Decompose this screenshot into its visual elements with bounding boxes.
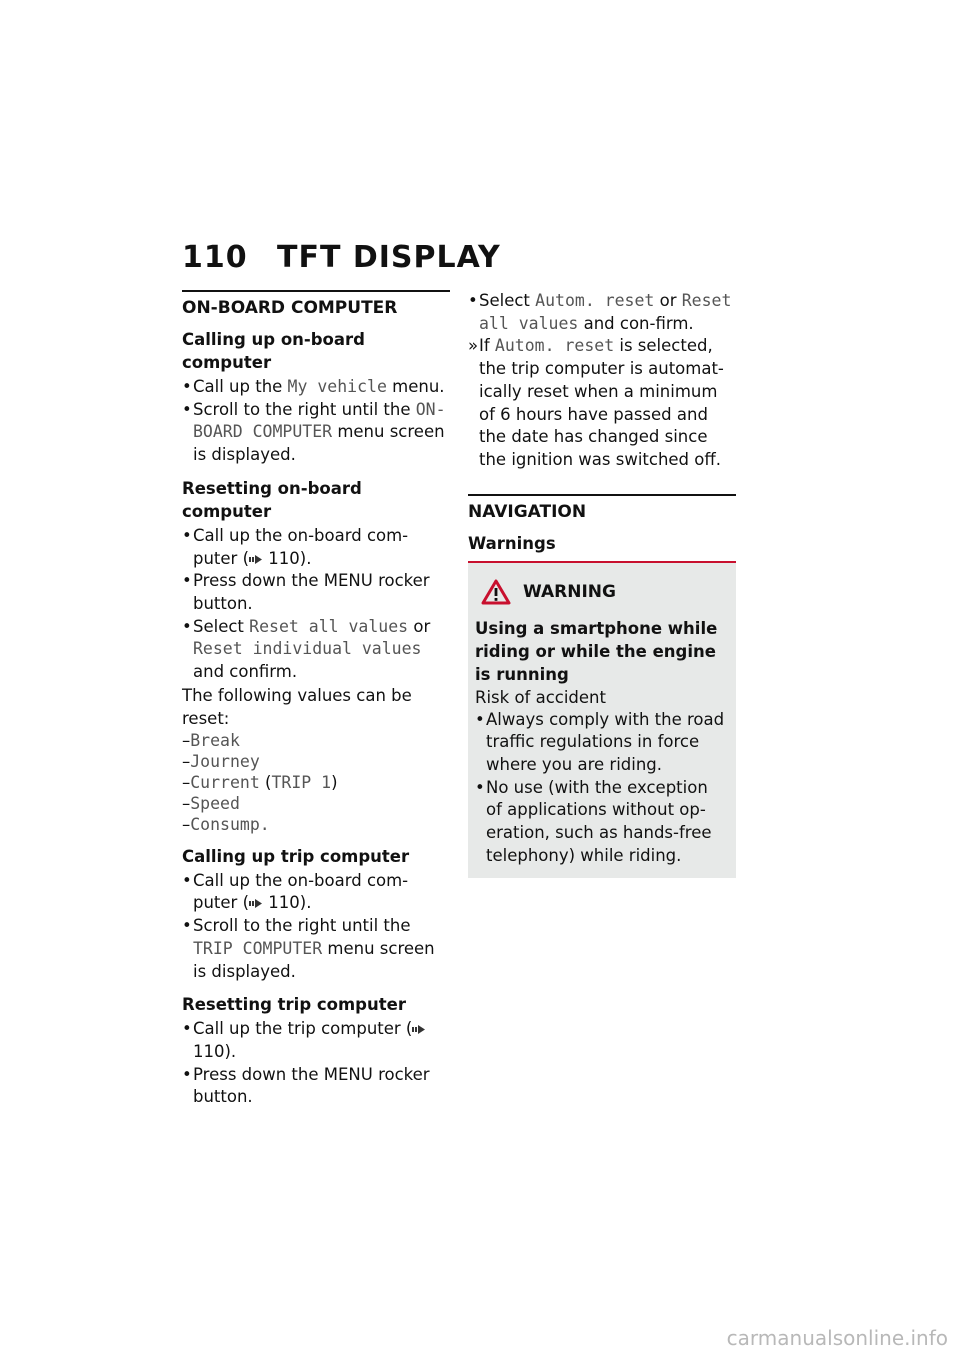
warning-item: • No use (with the exception of applications without op-eration, such as hands-free telephony) while riding. [475, 777, 712, 865]
page-header [182, 240, 501, 275]
page-title: TFT DISPLAY [277, 240, 501, 275]
value-item-speed: –Speed [182, 793, 240, 813]
value-item-journey: –Journey [182, 751, 260, 771]
warning-risk: Risk of accident [475, 687, 606, 707]
warning-heading: Using a smartphone while riding or while the engine is running [475, 618, 718, 684]
values-intro: The following values can be reset: [182, 685, 412, 728]
subheading-warnings: Warnings [468, 533, 556, 553]
page-reference-arrow-icon [249, 898, 263, 909]
section-title-navigation: NAVIGATION [468, 501, 587, 522]
list-item: • Call up the My vehicle menu. [182, 377, 445, 396]
list-item: • Call up the trip computer ( 110). [182, 1018, 450, 1063]
list-item: • Press down the MENU rocker button. [182, 571, 430, 613]
subheading-reset-onboard: Resetting on-board computer [182, 478, 362, 521]
list-item: • Press down the MENU rocker button. [182, 1064, 430, 1107]
warning-label: WARNING [523, 581, 616, 602]
list-item: • Scroll to the right until the ON-BOARD COMPUTER menu screen is displayed. [182, 399, 446, 465]
list-item: • Select Autom. reset or Reset all values and con-firm. [468, 291, 732, 333]
watermark: carmanualsonline.info [726, 1326, 948, 1350]
list-item: • Call up the on-board com-puter ( 110). [182, 870, 409, 913]
value-item-consump: –Consump. [182, 814, 270, 834]
page-reference-arrow-icon [412, 1024, 426, 1035]
subheading-call-onboard: Calling up on-board computer [182, 330, 365, 372]
right-column [468, 290, 736, 878]
warning-box [468, 561, 736, 878]
list-item: • Select Reset all values or Reset individual values and confirm. [182, 616, 431, 682]
value-item-break: –Break [182, 730, 240, 750]
left-column [182, 290, 450, 1109]
list-item: • Call up the on-board com-puter ( 110). [182, 525, 409, 568]
subheading-call-trip: Calling up trip computer [182, 846, 410, 866]
section-rule [468, 494, 736, 496]
value-item-current: –Current (TRIP 1) [182, 772, 338, 792]
warning-item: • Always comply with the road traffic regulations in force where you are riding. [475, 709, 725, 775]
page-number: 110 [182, 240, 248, 275]
page-reference-arrow-icon [249, 554, 263, 565]
subheading-reset-trip: Resetting trip computer [182, 995, 406, 1015]
section-title-onboard: ON-BOARD COMPUTER [182, 298, 398, 318]
result-item: » If Autom. reset is selected, the trip computer is automat-ically reset when a minimum of 6 hours have passed and the date has changed since the ignition was switched off. [468, 336, 724, 469]
list-item: • Scroll to the right until the TRIP COMPUTER menu screen is displayed. [182, 916, 435, 981]
warning-triangle-icon [481, 579, 511, 605]
warning-header [481, 579, 728, 605]
section-rule [182, 290, 450, 292]
